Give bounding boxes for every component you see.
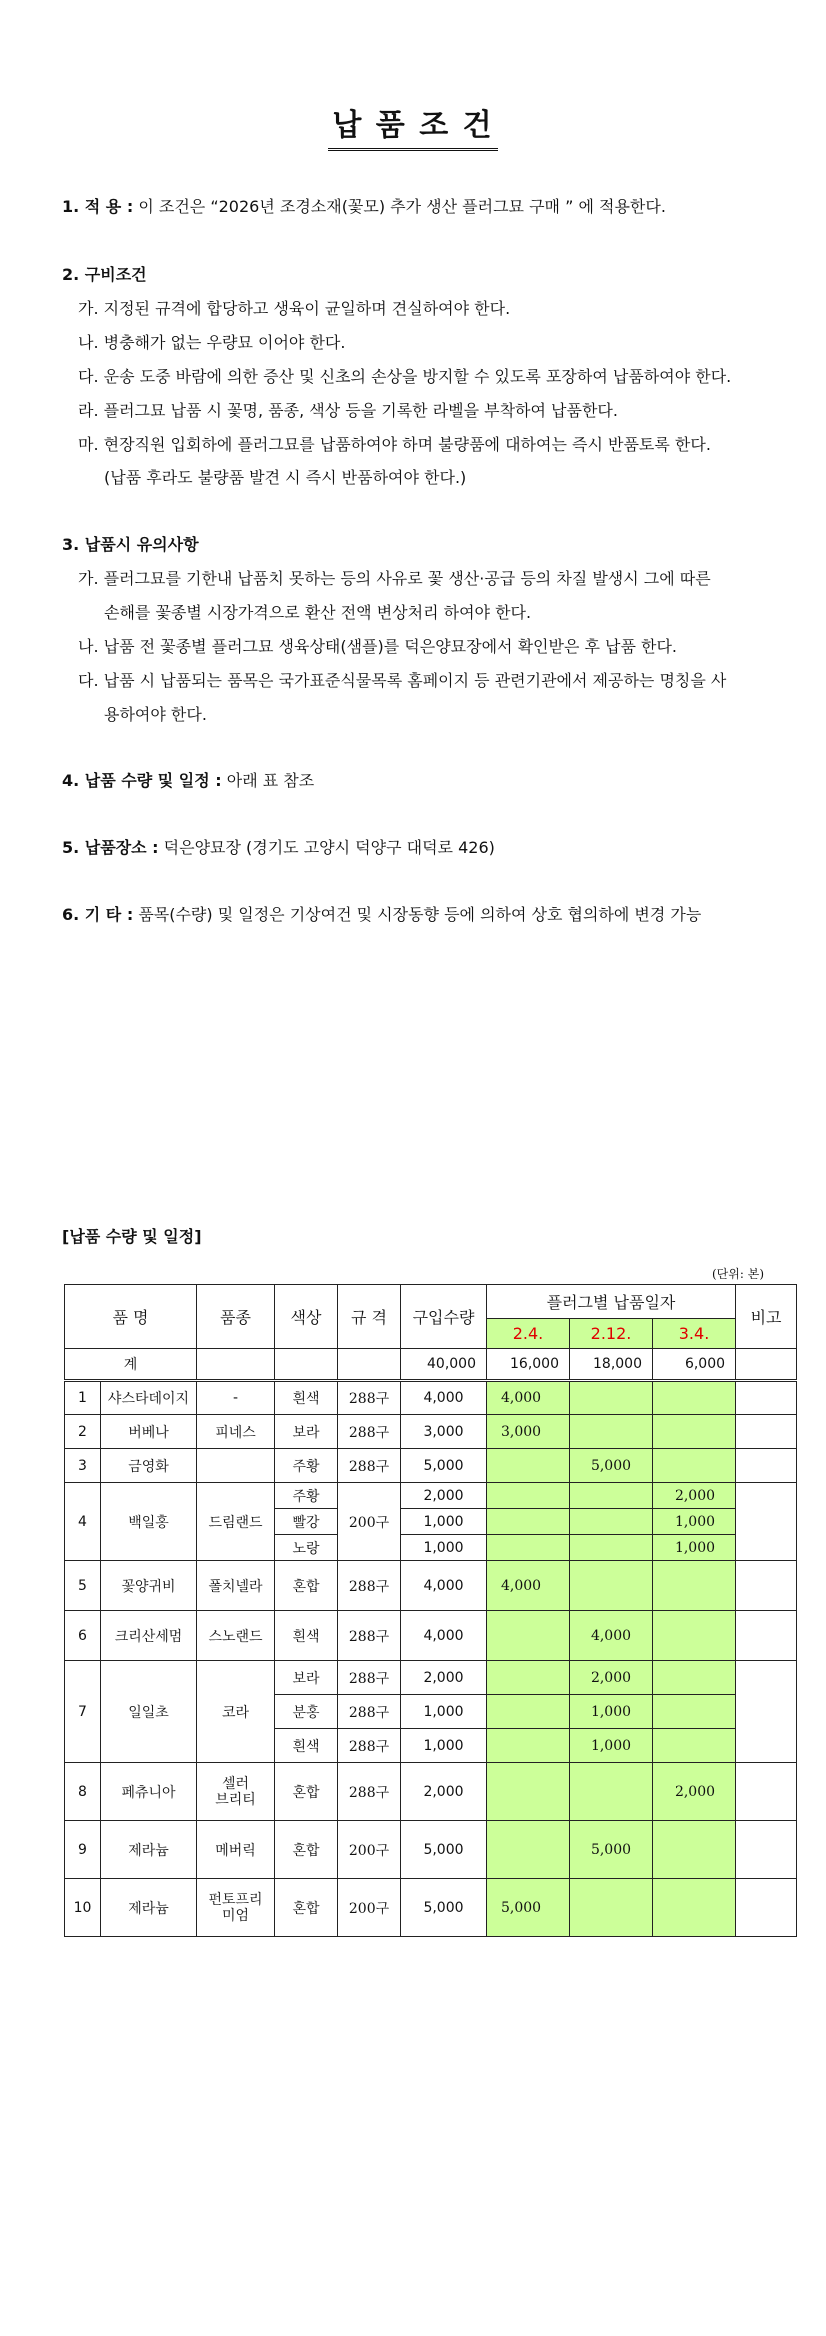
section-3-item: 다. 납품 시 납품되는 품목은 국가표준식물목록 홈페이지 등 관련기관에서 제공하는 명칭을 사 [78, 671, 727, 690]
section-2-item: 다. 운송 도중 바람에 의한 증산 및 신초의 손상을 방지할 수 있도록 포장하여 납품하여야 한다. [78, 367, 732, 386]
row-spec: 288구 [338, 1415, 401, 1449]
row-spec: 288구 [338, 1661, 401, 1695]
row-date-2: 5,000 [570, 1821, 653, 1879]
row-name: 일일초 [101, 1661, 197, 1763]
row-date-2 [570, 1381, 653, 1415]
table-row [65, 1821, 797, 1879]
header-color: 색상 [275, 1285, 338, 1349]
row-date-2: 5,000 [570, 1449, 653, 1483]
row-variety [197, 1449, 275, 1483]
row-name: 버베나 [101, 1415, 197, 1449]
row-no: 9 [65, 1821, 101, 1879]
row-variety: - [197, 1381, 275, 1415]
row-qty: 2,000 [401, 1483, 487, 1509]
row-no: 6 [65, 1611, 101, 1661]
row-spec: 200구 [338, 1483, 401, 1561]
row-date-3 [653, 1449, 736, 1483]
table-title: [납품 수량 및 일정] [62, 1227, 202, 1246]
header-name: 품 명 [65, 1285, 197, 1349]
total-date-3: 6,000 [653, 1349, 736, 1381]
row-color: 노랑 [275, 1535, 338, 1561]
row-date-2 [570, 1561, 653, 1611]
header-variety: 품종 [197, 1285, 275, 1349]
row-no: 2 [65, 1415, 101, 1449]
row-qty: 5,000 [401, 1449, 487, 1483]
row-date-3: 2,000 [653, 1483, 736, 1509]
row-date-1: 4,000 [487, 1561, 570, 1611]
row-date-3 [653, 1381, 736, 1415]
row-qty: 1,000 [401, 1535, 487, 1561]
table-row [65, 1611, 797, 1661]
row-spec: 200구 [338, 1879, 401, 1937]
row-date-2 [570, 1763, 653, 1821]
row-date-3 [653, 1611, 736, 1661]
row-date-3: 1,000 [653, 1509, 736, 1535]
row-qty: 3,000 [401, 1415, 487, 1449]
row-color: 보라 [275, 1661, 338, 1695]
row-date-1 [487, 1611, 570, 1661]
total-row [65, 1349, 797, 1381]
row-no: 3 [65, 1449, 101, 1483]
row-variety: 메버릭 [197, 1821, 275, 1879]
row-spec: 288구 [338, 1381, 401, 1415]
row-variety: 드림랜드 [197, 1483, 275, 1561]
row-color: 흰색 [275, 1729, 338, 1763]
row-date-2 [570, 1879, 653, 1937]
row-date-2: 2,000 [570, 1661, 653, 1695]
row-color: 보라 [275, 1415, 338, 1449]
row-variety: 코라 [197, 1661, 275, 1763]
header-date-2: 2.12. [570, 1319, 653, 1349]
row-spec: 288구 [338, 1561, 401, 1611]
row-date-1 [487, 1763, 570, 1821]
header-qty: 구입수량 [401, 1285, 487, 1349]
header-date-1: 2.4. [487, 1319, 570, 1349]
row-date-3 [653, 1561, 736, 1611]
table-row [65, 1415, 797, 1449]
row-date-3: 2,000 [653, 1763, 736, 1821]
row-date-1: 3,000 [487, 1415, 570, 1449]
row-color: 흰색 [275, 1381, 338, 1415]
row-spec: 288구 [338, 1611, 401, 1661]
unit-label: (단위: 본) [712, 1267, 764, 1281]
row-spec: 200구 [338, 1821, 401, 1879]
header-date-3: 3.4. [653, 1319, 736, 1349]
row-date-1: 5,000 [487, 1879, 570, 1937]
section-6-other: 6. 기 타 : 품목(수량) 및 일정은 기상여건 및 시장동향 등에 의하여 상호 협의하에 변경 가능 [62, 905, 702, 924]
row-spec: 288구 [338, 1763, 401, 1821]
section-2-item-note: (납품 후라도 불량품 발견 시 즉시 반품하여야 한다.) [104, 468, 467, 487]
section-3-item: 가. 플러그묘를 기한내 납품치 못하는 등의 사유로 꽃 생산·공급 등의 차질 발생시 그에 따른 [78, 569, 711, 588]
row-variety: 펀토프리 미엄 [197, 1879, 275, 1937]
section-4-quantity: 4. 납품 수량 및 일정 : 아래 표 참조 [62, 771, 315, 790]
table-row [65, 1449, 797, 1483]
total-qty: 40,000 [401, 1349, 487, 1381]
section-2-heading: 2. 구비조건 [62, 265, 147, 284]
row-no: 7 [65, 1661, 101, 1763]
row-date-3: 1,000 [653, 1535, 736, 1561]
row-name: 백일홍 [101, 1483, 197, 1561]
delivery-schedule-table [64, 1284, 797, 1937]
row-color: 흰색 [275, 1611, 338, 1661]
row-qty: 5,000 [401, 1821, 487, 1879]
row-color: 혼합 [275, 1879, 338, 1937]
section-2-item: 라. 플러그묘 납품 시 꽃명, 품종, 색상 등을 기록한 라벨을 부착하여 납품한다. [78, 401, 618, 420]
section-2-item: 마. 현장직원 입회하에 플러그묘를 납품하여야 하며 불량품에 대하여는 즉시 반품토록 한다. [78, 435, 711, 454]
row-name: 크리산세멈 [101, 1611, 197, 1661]
section-2-item: 가. 지정된 규격에 합당하고 생육이 균일하며 견실하여야 한다. [78, 299, 511, 318]
section-5-location: 5. 납품장소 : 덕은양묘장 (경기도 고양시 덕양구 대덕로 426) [62, 838, 495, 857]
row-qty: 1,000 [401, 1729, 487, 1763]
row-qty: 5,000 [401, 1879, 487, 1937]
row-qty: 1,000 [401, 1695, 487, 1729]
total-label: 계 [65, 1349, 197, 1381]
section-1-scope: 1. 적 용 : 이 조건은 “2026년 조경소재(꽃모) 추가 생산 플러그묘 구매 ” 에 적용한다. [62, 197, 666, 216]
row-date-2: 4,000 [570, 1611, 653, 1661]
header-spec: 규 격 [338, 1285, 401, 1349]
row-qty: 4,000 [401, 1381, 487, 1415]
row-date-3 [653, 1879, 736, 1937]
header-dates-group: 플러그별 납품일자 [487, 1285, 736, 1319]
row-color: 주황 [275, 1449, 338, 1483]
row-variety: 셀러 브리티 [197, 1763, 275, 1821]
row-spec: 288구 [338, 1449, 401, 1483]
row-qty: 1,000 [401, 1509, 487, 1535]
row-date-2: 1,000 [570, 1729, 653, 1763]
row-date-1 [487, 1821, 570, 1879]
table-row [65, 1561, 797, 1611]
row-qty: 4,000 [401, 1561, 487, 1611]
table-row [65, 1483, 797, 1509]
section-3-item-cont: 손해를 꽃종별 시장가격으로 환산 전액 변상처리 하여야 한다. [104, 603, 532, 622]
row-name: 제라늄 [101, 1879, 197, 1937]
row-name: 샤스타데이지 [101, 1381, 197, 1415]
table-row [65, 1879, 797, 1937]
row-color: 주황 [275, 1483, 338, 1509]
table-row [65, 1381, 797, 1415]
row-name: 제라늄 [101, 1821, 197, 1879]
row-date-1 [487, 1449, 570, 1483]
row-color: 분홍 [275, 1695, 338, 1729]
row-no: 1 [65, 1381, 101, 1415]
row-name: 꽃양귀비 [101, 1561, 197, 1611]
row-variety: 폴치넬라 [197, 1561, 275, 1611]
row-date-3 [653, 1415, 736, 1449]
row-qty: 4,000 [401, 1611, 487, 1661]
row-variety: 스노랜드 [197, 1611, 275, 1661]
row-date-1: 4,000 [487, 1381, 570, 1415]
row-spec: 288구 [338, 1695, 401, 1729]
row-date-2: 1,000 [570, 1695, 653, 1729]
row-color: 혼합 [275, 1763, 338, 1821]
row-date-3 [653, 1821, 736, 1879]
row-no: 10 [65, 1879, 101, 1937]
row-no: 8 [65, 1763, 101, 1821]
section-3-item-cont: 용하여야 한다. [104, 705, 207, 724]
row-color: 빨강 [275, 1509, 338, 1535]
table-row [65, 1763, 797, 1821]
header-remark: 비고 [736, 1285, 797, 1349]
row-color: 혼합 [275, 1821, 338, 1879]
row-name: 금영화 [101, 1449, 197, 1483]
row-spec: 288구 [338, 1729, 401, 1763]
document-title: 납 품 조 건 [0, 100, 826, 151]
row-no: 4 [65, 1483, 101, 1561]
row-qty: 2,000 [401, 1763, 487, 1821]
section-3-item: 나. 납품 전 꽃종별 플러그묘 생육상태(샘플)를 덕은양묘장에서 확인받은 후 납품 한다. [78, 637, 678, 656]
row-date-2 [570, 1415, 653, 1449]
row-variety: 피네스 [197, 1415, 275, 1449]
row-name: 페츄니아 [101, 1763, 197, 1821]
row-no: 5 [65, 1561, 101, 1611]
total-date-1: 16,000 [487, 1349, 570, 1381]
total-date-2: 18,000 [570, 1349, 653, 1381]
row-qty: 2,000 [401, 1661, 487, 1695]
row-color: 혼합 [275, 1561, 338, 1611]
table-row [65, 1661, 797, 1695]
section-2-item: 나. 병충해가 없는 우량묘 이어야 한다. [78, 333, 346, 352]
section-3-heading: 3. 납품시 유의사항 [62, 535, 199, 554]
